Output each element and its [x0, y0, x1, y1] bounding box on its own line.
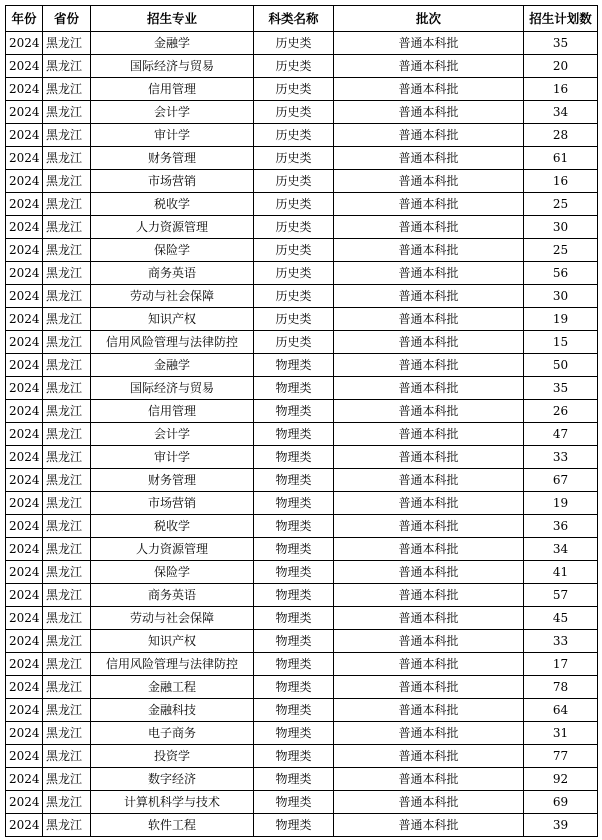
cell-batch: 普通本科批: [334, 285, 524, 308]
table-row: [6, 446, 598, 469]
cell-category: 历史类: [254, 124, 334, 147]
cell-batch: 普通本科批: [334, 331, 524, 354]
table-row: [6, 308, 598, 331]
cell-plan-count: 39: [524, 814, 598, 837]
cell-batch: 普通本科批: [334, 124, 524, 147]
cell-plan-count: 26: [524, 400, 598, 423]
cell-category: 历史类: [254, 239, 334, 262]
cell-major: 财务管理: [91, 469, 254, 492]
cell-batch: 普通本科批: [334, 78, 524, 101]
cell-major: 数字经济: [91, 768, 254, 791]
table-row: [6, 124, 598, 147]
cell-year: 2024: [6, 262, 43, 285]
cell-batch: 普通本科批: [334, 469, 524, 492]
cell-plan-count: 25: [524, 239, 598, 262]
cell-batch: 普通本科批: [334, 400, 524, 423]
cell-province: 黑龙江: [43, 561, 91, 584]
cell-major: 信用管理: [91, 78, 254, 101]
cell-major: 税收学: [91, 193, 254, 216]
cell-batch: 普通本科批: [334, 561, 524, 584]
cell-category: 历史类: [254, 170, 334, 193]
cell-plan-count: 30: [524, 216, 598, 239]
cell-province: 黑龙江: [43, 216, 91, 239]
cell-batch: 普通本科批: [334, 101, 524, 124]
cell-province: 黑龙江: [43, 193, 91, 216]
cell-province: 黑龙江: [43, 377, 91, 400]
cell-plan-count: 25: [524, 193, 598, 216]
table-row: [6, 285, 598, 308]
cell-major: 财务管理: [91, 147, 254, 170]
cell-batch: 普通本科批: [334, 170, 524, 193]
cell-province: 黑龙江: [43, 538, 91, 561]
cell-plan-count: 17: [524, 653, 598, 676]
table-row: [6, 377, 598, 400]
header-plan-count: 招生计划数: [524, 6, 598, 32]
cell-year: 2024: [6, 791, 43, 814]
cell-batch: 普通本科批: [334, 699, 524, 722]
table-row: [6, 239, 598, 262]
cell-batch: 普通本科批: [334, 814, 524, 837]
cell-plan-count: 50: [524, 354, 598, 377]
cell-category: 历史类: [254, 216, 334, 239]
cell-province: 黑龙江: [43, 699, 91, 722]
cell-year: 2024: [6, 469, 43, 492]
cell-major: 投资学: [91, 745, 254, 768]
table-row: [6, 814, 598, 837]
cell-plan-count: 31: [524, 722, 598, 745]
cell-category: 物理类: [254, 538, 334, 561]
cell-major: 知识产权: [91, 308, 254, 331]
table-row: [6, 331, 598, 354]
cell-major: 信用管理: [91, 400, 254, 423]
cell-province: 黑龙江: [43, 515, 91, 538]
cell-year: 2024: [6, 630, 43, 653]
table-row: [6, 745, 598, 768]
cell-province: 黑龙江: [43, 469, 91, 492]
table-row: [6, 722, 598, 745]
cell-plan-count: 30: [524, 285, 598, 308]
cell-category: 物理类: [254, 722, 334, 745]
cell-batch: 普通本科批: [334, 308, 524, 331]
cell-year: 2024: [6, 561, 43, 584]
cell-province: 黑龙江: [43, 791, 91, 814]
header-category: 科类名称: [254, 6, 334, 32]
cell-batch: 普通本科批: [334, 239, 524, 262]
cell-category: 物理类: [254, 676, 334, 699]
cell-category: 历史类: [254, 331, 334, 354]
cell-category: 物理类: [254, 469, 334, 492]
cell-year: 2024: [6, 722, 43, 745]
cell-year: 2024: [6, 607, 43, 630]
cell-batch: 普通本科批: [334, 722, 524, 745]
cell-category: 物理类: [254, 377, 334, 400]
cell-category: 物理类: [254, 423, 334, 446]
cell-major: 劳动与社会保障: [91, 285, 254, 308]
cell-year: 2024: [6, 308, 43, 331]
cell-plan-count: 33: [524, 630, 598, 653]
cell-year: 2024: [6, 377, 43, 400]
cell-batch: 普通本科批: [334, 423, 524, 446]
cell-batch: 普通本科批: [334, 262, 524, 285]
cell-plan-count: 15: [524, 331, 598, 354]
cell-category: 物理类: [254, 400, 334, 423]
cell-year: 2024: [6, 55, 43, 78]
cell-category: 历史类: [254, 78, 334, 101]
cell-plan-count: 57: [524, 584, 598, 607]
cell-category: 物理类: [254, 814, 334, 837]
table-row: [6, 423, 598, 446]
table-row: [6, 676, 598, 699]
cell-province: 黑龙江: [43, 32, 91, 55]
cell-year: 2024: [6, 492, 43, 515]
table-row: [6, 354, 598, 377]
cell-batch: 普通本科批: [334, 768, 524, 791]
admission-plan-table: [5, 5, 598, 837]
table-row: [6, 653, 598, 676]
table-row: [6, 55, 598, 78]
cell-province: 黑龙江: [43, 630, 91, 653]
cell-province: 黑龙江: [43, 262, 91, 285]
cell-plan-count: 56: [524, 262, 598, 285]
cell-major: 软件工程: [91, 814, 254, 837]
cell-batch: 普通本科批: [334, 216, 524, 239]
cell-major: 保险学: [91, 239, 254, 262]
cell-plan-count: 47: [524, 423, 598, 446]
cell-category: 历史类: [254, 55, 334, 78]
cell-category: 历史类: [254, 308, 334, 331]
cell-year: 2024: [6, 446, 43, 469]
cell-batch: 普通本科批: [334, 492, 524, 515]
table-row: [6, 400, 598, 423]
cell-plan-count: 45: [524, 607, 598, 630]
table-row: [6, 193, 598, 216]
cell-plan-count: 67: [524, 469, 598, 492]
header-major: 招生专业: [91, 6, 254, 32]
cell-major: 审计学: [91, 446, 254, 469]
cell-major: 金融科技: [91, 699, 254, 722]
cell-year: 2024: [6, 768, 43, 791]
header-year: 年份: [6, 6, 43, 32]
cell-province: 黑龙江: [43, 170, 91, 193]
cell-category: 历史类: [254, 285, 334, 308]
table-row: [6, 561, 598, 584]
header-batch: 批次: [334, 6, 524, 32]
cell-batch: 普通本科批: [334, 55, 524, 78]
cell-category: 历史类: [254, 262, 334, 285]
table-row: [6, 584, 598, 607]
cell-province: 黑龙江: [43, 768, 91, 791]
cell-year: 2024: [6, 676, 43, 699]
cell-category: 物理类: [254, 584, 334, 607]
cell-major: 人力资源管理: [91, 538, 254, 561]
cell-province: 黑龙江: [43, 423, 91, 446]
cell-major: 市场营销: [91, 170, 254, 193]
cell-major: 市场营销: [91, 492, 254, 515]
cell-category: 物理类: [254, 515, 334, 538]
cell-province: 黑龙江: [43, 676, 91, 699]
cell-category: 物理类: [254, 492, 334, 515]
cell-plan-count: 19: [524, 492, 598, 515]
table-row: [6, 538, 598, 561]
cell-category: 物理类: [254, 768, 334, 791]
cell-province: 黑龙江: [43, 331, 91, 354]
table-row: [6, 32, 598, 55]
admission-plan-sheet: [5, 5, 597, 837]
cell-category: 历史类: [254, 193, 334, 216]
cell-plan-count: 28: [524, 124, 598, 147]
cell-category: 物理类: [254, 791, 334, 814]
cell-province: 黑龙江: [43, 745, 91, 768]
cell-category: 物理类: [254, 561, 334, 584]
cell-major: 人力资源管理: [91, 216, 254, 239]
table-row: [6, 147, 598, 170]
cell-major: 审计学: [91, 124, 254, 147]
cell-major: 计算机科学与技术: [91, 791, 254, 814]
cell-plan-count: 92: [524, 768, 598, 791]
table-header-row: [6, 6, 598, 32]
cell-year: 2024: [6, 101, 43, 124]
cell-plan-count: 35: [524, 32, 598, 55]
table-row: [6, 216, 598, 239]
cell-plan-count: 64: [524, 699, 598, 722]
cell-year: 2024: [6, 699, 43, 722]
cell-plan-count: 19: [524, 308, 598, 331]
cell-category: 物理类: [254, 745, 334, 768]
cell-year: 2024: [6, 538, 43, 561]
cell-major: 国际经济与贸易: [91, 55, 254, 78]
cell-year: 2024: [6, 515, 43, 538]
cell-province: 黑龙江: [43, 722, 91, 745]
cell-plan-count: 16: [524, 170, 598, 193]
cell-category: 历史类: [254, 147, 334, 170]
cell-province: 黑龙江: [43, 354, 91, 377]
cell-year: 2024: [6, 170, 43, 193]
cell-province: 黑龙江: [43, 124, 91, 147]
cell-province: 黑龙江: [43, 653, 91, 676]
table-row: [6, 699, 598, 722]
cell-major: 会计学: [91, 101, 254, 124]
cell-plan-count: 69: [524, 791, 598, 814]
cell-batch: 普通本科批: [334, 676, 524, 699]
table-row: [6, 630, 598, 653]
cell-province: 黑龙江: [43, 239, 91, 262]
cell-category: 物理类: [254, 446, 334, 469]
table-row: [6, 768, 598, 791]
cell-category: 物理类: [254, 699, 334, 722]
cell-batch: 普通本科批: [334, 630, 524, 653]
cell-major: 知识产权: [91, 630, 254, 653]
cell-year: 2024: [6, 584, 43, 607]
cell-major: 信用风险管理与法律防控: [91, 653, 254, 676]
cell-major: 税收学: [91, 515, 254, 538]
cell-major: 国际经济与贸易: [91, 377, 254, 400]
cell-batch: 普通本科批: [334, 147, 524, 170]
cell-year: 2024: [6, 814, 43, 837]
cell-province: 黑龙江: [43, 814, 91, 837]
cell-year: 2024: [6, 193, 43, 216]
cell-category: 物理类: [254, 653, 334, 676]
cell-major: 电子商务: [91, 722, 254, 745]
cell-batch: 普通本科批: [334, 745, 524, 768]
cell-province: 黑龙江: [43, 285, 91, 308]
table-row: [6, 791, 598, 814]
cell-plan-count: 78: [524, 676, 598, 699]
cell-batch: 普通本科批: [334, 607, 524, 630]
cell-plan-count: 35: [524, 377, 598, 400]
cell-year: 2024: [6, 147, 43, 170]
cell-plan-count: 34: [524, 101, 598, 124]
table-row: [6, 607, 598, 630]
cell-major: 信用风险管理与法律防控: [91, 331, 254, 354]
cell-batch: 普通本科批: [334, 377, 524, 400]
cell-province: 黑龙江: [43, 584, 91, 607]
table-row: [6, 101, 598, 124]
cell-plan-count: 33: [524, 446, 598, 469]
cell-year: 2024: [6, 285, 43, 308]
cell-major: 劳动与社会保障: [91, 607, 254, 630]
header-province: 省份: [43, 6, 91, 32]
table-row: [6, 515, 598, 538]
cell-batch: 普通本科批: [334, 515, 524, 538]
cell-batch: 普通本科批: [334, 653, 524, 676]
cell-batch: 普通本科批: [334, 791, 524, 814]
table-row: [6, 170, 598, 193]
table-row: [6, 78, 598, 101]
cell-year: 2024: [6, 653, 43, 676]
table-row: [6, 469, 598, 492]
cell-province: 黑龙江: [43, 400, 91, 423]
cell-major: 商务英语: [91, 262, 254, 285]
cell-major: 保险学: [91, 561, 254, 584]
cell-year: 2024: [6, 331, 43, 354]
cell-year: 2024: [6, 32, 43, 55]
cell-batch: 普通本科批: [334, 584, 524, 607]
cell-province: 黑龙江: [43, 607, 91, 630]
cell-batch: 普通本科批: [334, 538, 524, 561]
cell-year: 2024: [6, 239, 43, 262]
cell-major: 商务英语: [91, 584, 254, 607]
cell-plan-count: 20: [524, 55, 598, 78]
cell-province: 黑龙江: [43, 101, 91, 124]
cell-major: 金融学: [91, 32, 254, 55]
cell-year: 2024: [6, 78, 43, 101]
cell-province: 黑龙江: [43, 55, 91, 78]
cell-province: 黑龙江: [43, 78, 91, 101]
cell-year: 2024: [6, 124, 43, 147]
cell-plan-count: 61: [524, 147, 598, 170]
cell-plan-count: 41: [524, 561, 598, 584]
cell-major: 金融学: [91, 354, 254, 377]
cell-plan-count: 77: [524, 745, 598, 768]
cell-batch: 普通本科批: [334, 446, 524, 469]
cell-major: 会计学: [91, 423, 254, 446]
cell-year: 2024: [6, 400, 43, 423]
table-row: [6, 262, 598, 285]
table-row: [6, 492, 598, 515]
cell-plan-count: 16: [524, 78, 598, 101]
cell-year: 2024: [6, 423, 43, 446]
cell-category: 历史类: [254, 32, 334, 55]
cell-plan-count: 34: [524, 538, 598, 561]
cell-category: 物理类: [254, 630, 334, 653]
cell-year: 2024: [6, 354, 43, 377]
cell-province: 黑龙江: [43, 492, 91, 515]
cell-province: 黑龙江: [43, 446, 91, 469]
cell-category: 物理类: [254, 607, 334, 630]
table-body: [6, 32, 598, 837]
cell-category: 物理类: [254, 354, 334, 377]
cell-year: 2024: [6, 216, 43, 239]
cell-batch: 普通本科批: [334, 193, 524, 216]
cell-province: 黑龙江: [43, 147, 91, 170]
cell-plan-count: 36: [524, 515, 598, 538]
cell-major: 金融工程: [91, 676, 254, 699]
cell-batch: 普通本科批: [334, 354, 524, 377]
cell-batch: 普通本科批: [334, 32, 524, 55]
cell-province: 黑龙江: [43, 308, 91, 331]
cell-year: 2024: [6, 745, 43, 768]
cell-category: 历史类: [254, 101, 334, 124]
